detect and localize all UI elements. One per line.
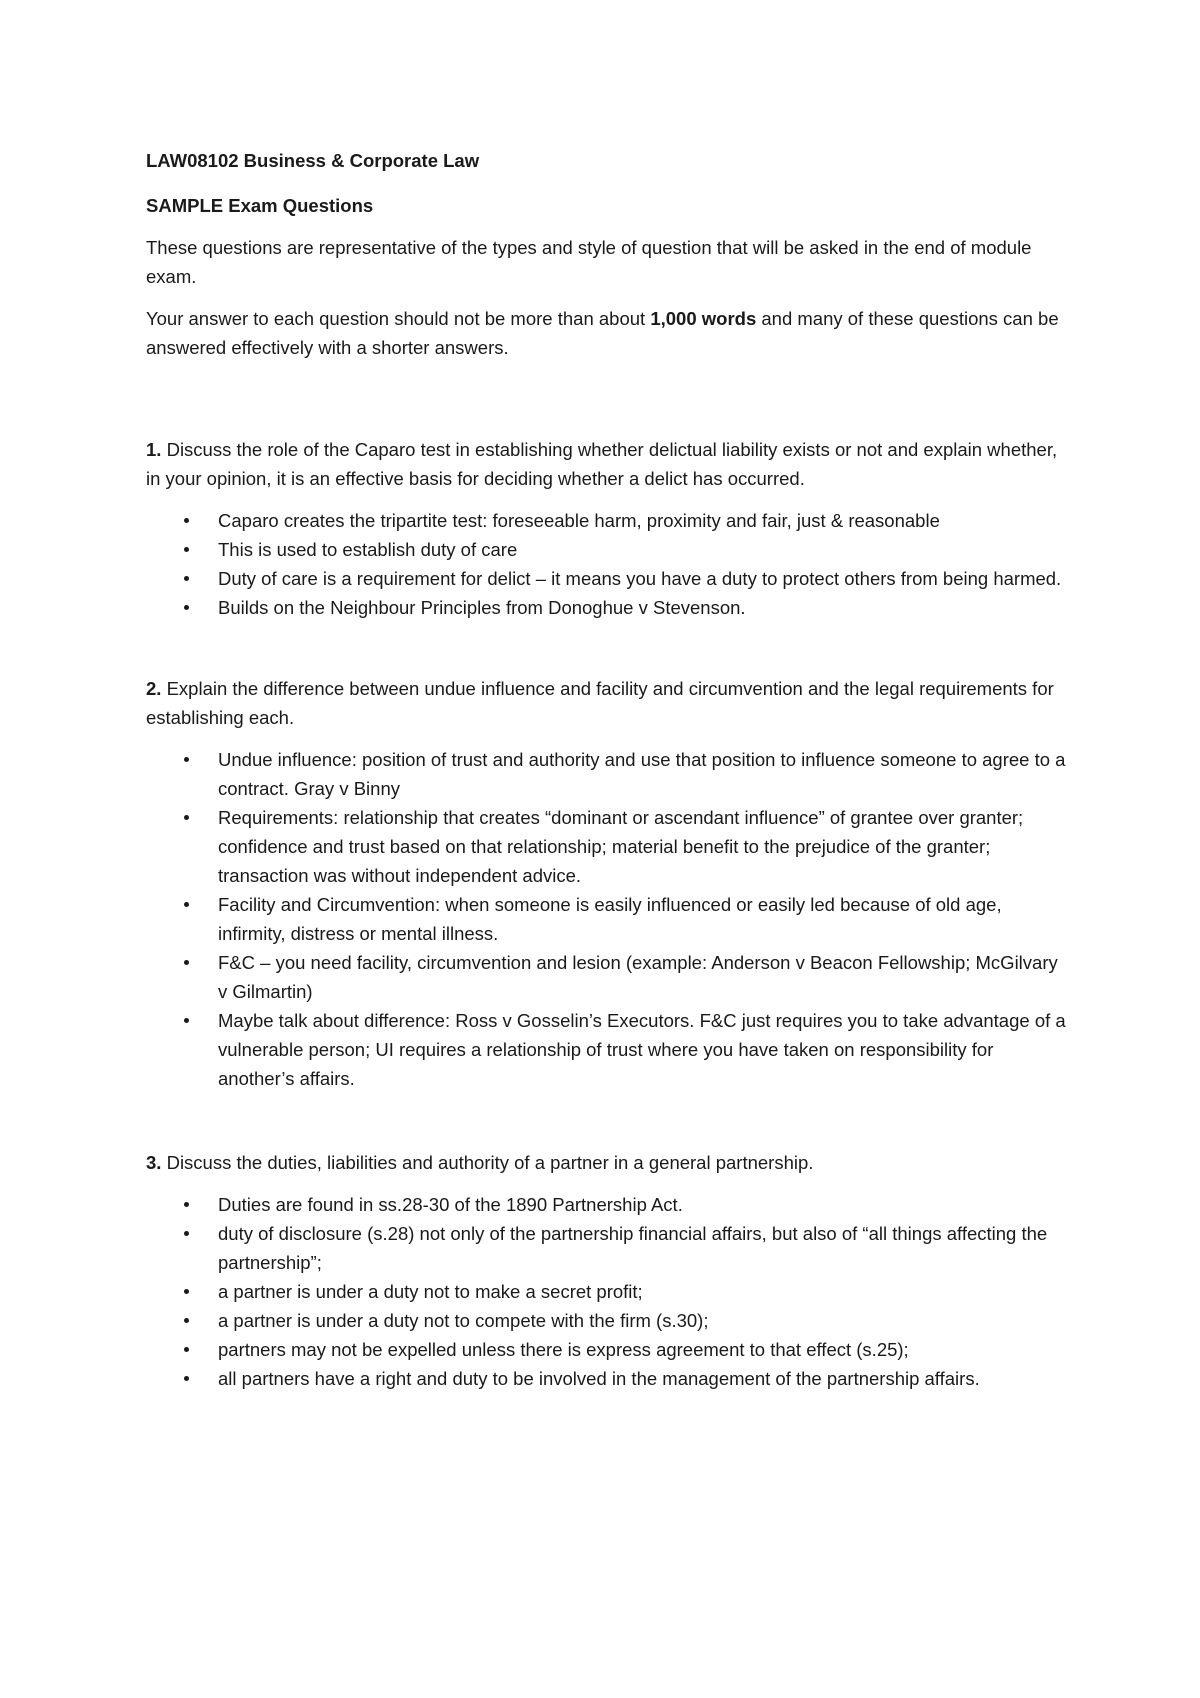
answer-bullet xyxy=(146,1364,1066,1393)
answer-bullet xyxy=(146,564,1066,593)
answer-bullet xyxy=(146,593,1066,622)
bullet-text: F&C – you need facility, circumvention and lesion (example: Anderson v Beacon Fellowship; McGilvary v Gilmartin) xyxy=(218,952,1058,1002)
bullet-icon xyxy=(184,757,189,762)
bullet-icon xyxy=(184,1318,189,1323)
bullet-text: Builds on the Neighbour Principles from Donoghue v Stevenson. xyxy=(218,597,746,618)
bullet-icon xyxy=(184,1018,189,1023)
word-limit-emphasis: 1,000 words xyxy=(650,308,757,329)
bullet-text: Requirements: relationship that creates “dominant or ascendant influence” of grantee over granter; confidence and trust based on that relationship; material benefit to the prejudice of the granter; transaction was without independent advice. xyxy=(218,807,1024,886)
bullet-icon xyxy=(184,1202,189,1207)
document-body xyxy=(146,146,1066,1393)
answer-bullet xyxy=(146,948,1066,1006)
bullet-text: Facility and Circumvention: when someone is easily influenced or easily led because of old age, infirmity, distress or mental illness. xyxy=(218,894,1002,944)
word-limit-text-before: Your answer to each question should not be more than about xyxy=(146,308,651,329)
bullet-text: Caparo creates the tripartite test: foreseeable harm, proximity and fair, just & reasonable xyxy=(218,510,940,531)
bullet-text: a partner is under a duty not to compete with the firm (s.30); xyxy=(218,1310,709,1331)
question-number: 2. xyxy=(146,678,162,699)
answer-bullet xyxy=(146,1277,1066,1306)
bullet-icon xyxy=(184,1376,189,1381)
answer-bullet xyxy=(146,1006,1066,1093)
answer-bullet xyxy=(146,535,1066,564)
bullet-icon xyxy=(184,1347,189,1352)
answer-bullet xyxy=(146,745,1066,803)
bullet-icon xyxy=(184,576,189,581)
question-1 xyxy=(146,435,1066,622)
word-limit-paragraph xyxy=(146,304,1066,362)
answer-bullet xyxy=(146,1306,1066,1335)
question-2-prompt xyxy=(146,674,1066,732)
bullet-text: This is used to establish duty of care xyxy=(218,539,518,560)
question-text: Discuss the role of the Caparo test in establishing whether delictual liability exists or not and explain whether, in your opinion, it is an effective basis for deciding whether a delict has occurred. xyxy=(146,439,1058,489)
answer-bullet xyxy=(146,1219,1066,1277)
bullet-text: Undue influence: position of trust and authority and use that position to influence someone to agree to a contract. Gray v Binny xyxy=(218,749,1066,799)
bullet-icon xyxy=(184,960,189,965)
question-2-answer-list xyxy=(146,745,1066,1093)
question-number: 3. xyxy=(146,1152,162,1173)
question-1-prompt xyxy=(146,435,1066,493)
bullet-text: Duty of care is a requirement for delict – it means you have a duty to protect others from being harmed. xyxy=(218,568,1062,589)
document-subtitle: SAMPLE Exam Questions xyxy=(146,195,374,216)
question-text: Explain the difference between undue influence and facility and circumvention and the legal requirements for establishing each. xyxy=(146,678,1054,728)
bullet-icon xyxy=(184,518,189,523)
bullet-icon xyxy=(184,1289,189,1294)
bullet-icon xyxy=(184,815,189,820)
bullet-icon xyxy=(184,605,189,610)
bullet-text: partners may not be expelled unless there is express agreement to that effect (s.25); xyxy=(218,1339,909,1360)
question-3-prompt xyxy=(146,1148,1066,1177)
bullet-text: Duties are found in ss.28-30 of the 1890 Partnership Act. xyxy=(218,1194,683,1215)
intro-paragraph: These questions are representative of the types and style of question that will be asked in the end of module exam. xyxy=(146,237,1032,287)
question-1-answer-list xyxy=(146,506,1066,622)
bullet-text: all partners have a right and duty to be involved in the management of the partnership affairs. xyxy=(218,1368,980,1389)
bullet-icon xyxy=(184,1231,189,1236)
bullet-text: Maybe talk about difference: Ross v Gosselin’s Executors. F&C just requires you to take advantage of a vulnerable person; UI requires a relationship of trust where you have taken on responsibility for another’s affairs. xyxy=(218,1010,1066,1089)
answer-bullet xyxy=(146,1335,1066,1364)
question-2 xyxy=(146,674,1066,1093)
question-3 xyxy=(146,1148,1066,1393)
answer-bullet xyxy=(146,506,1066,535)
bullet-text: duty of disclosure (s.28) not only of the partnership financial affairs, but also of “all things affecting the partnership”; xyxy=(218,1223,1048,1273)
question-number: 1. xyxy=(146,439,162,460)
answer-bullet xyxy=(146,1190,1066,1219)
word-limit-text-after: and many of these questions can be answered effectively with a shorter answers. xyxy=(146,308,1059,358)
answer-bullet xyxy=(146,890,1066,948)
document-title: LAW08102 Business & Corporate Law xyxy=(146,150,480,171)
answer-bullet xyxy=(146,803,1066,890)
question-text: Discuss the duties, liabilities and authority of a partner in a general partnership. xyxy=(161,1152,814,1173)
bullet-icon xyxy=(184,547,189,552)
bullet-icon xyxy=(184,902,189,907)
question-3-answer-list xyxy=(146,1190,1066,1393)
bullet-text: a partner is under a duty not to make a secret profit; xyxy=(218,1281,643,1302)
